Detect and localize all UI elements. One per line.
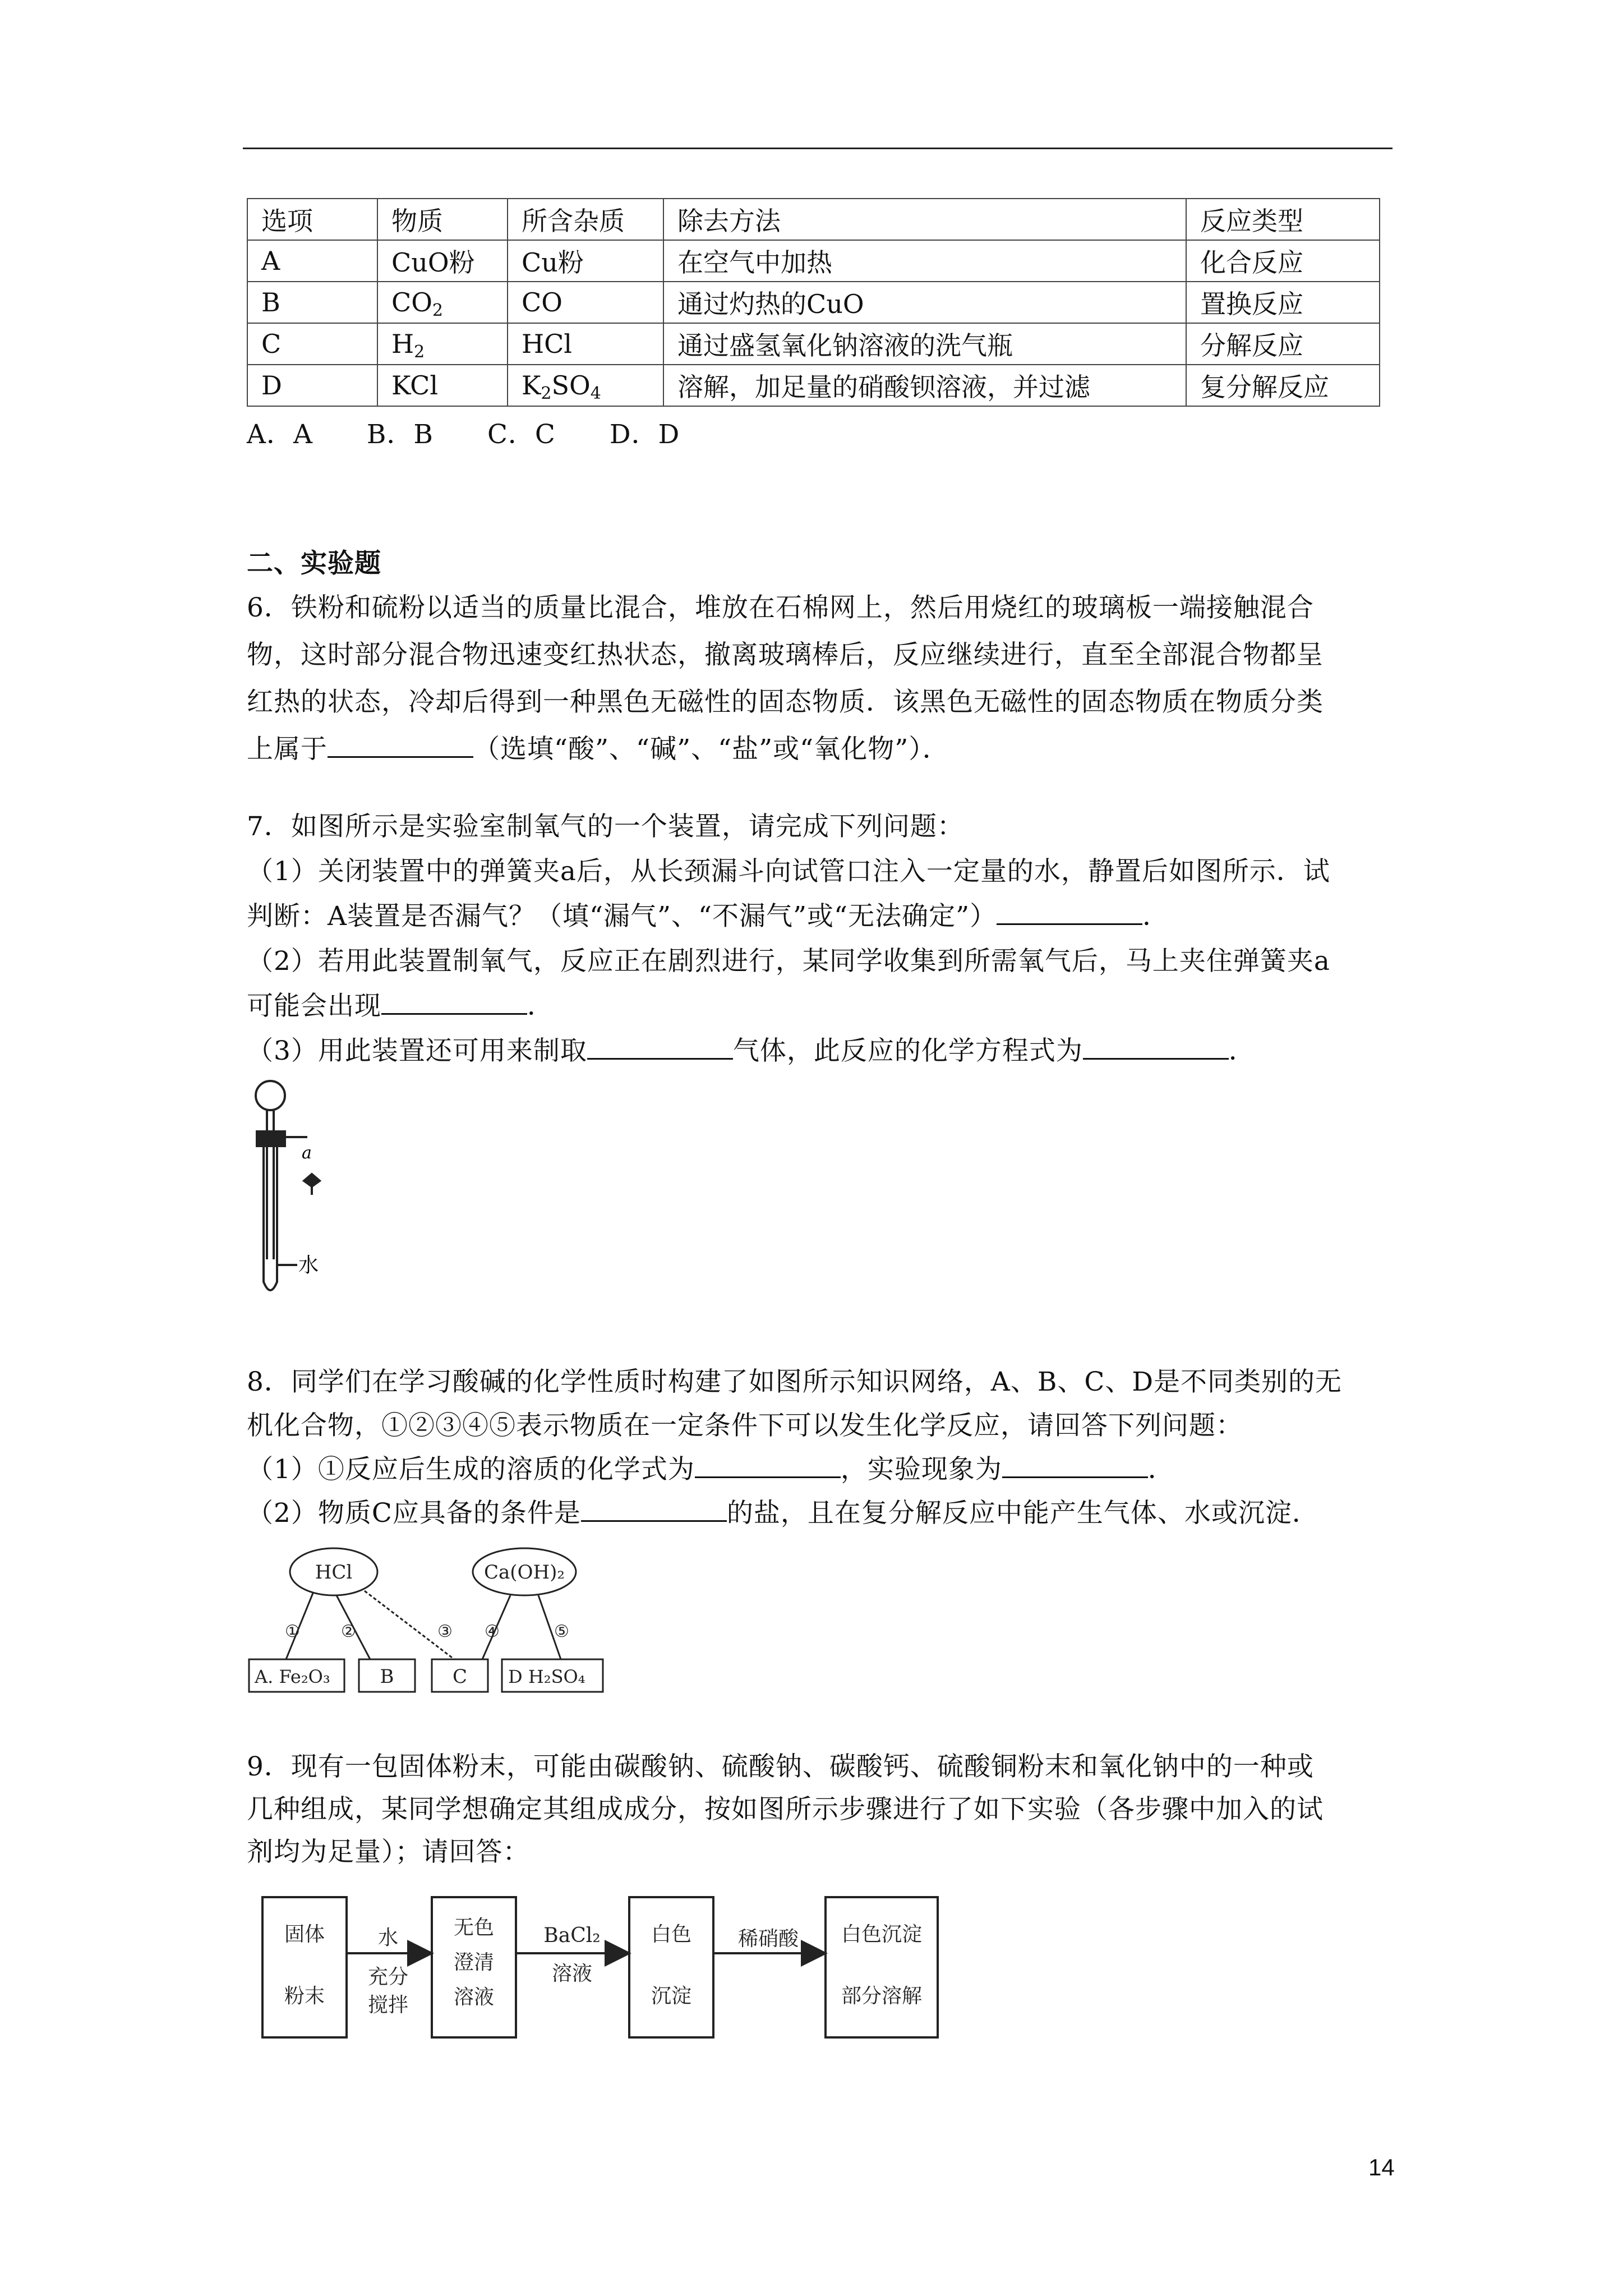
reaction-2-label: ② (341, 1622, 356, 1641)
test-tube-apparatus-figure (241, 1074, 353, 1304)
text: 的盐，且在复分解反应中能产生气体、水或沉淀． (726, 1498, 1319, 1529)
formula-subscript: 2 (414, 342, 425, 362)
reaction-4-label: ④ (485, 1622, 500, 1641)
formula-subscript: 4 (590, 384, 601, 403)
text: 气体，此反应的化学方程式为 (732, 1036, 1083, 1066)
page-number: 14 (1368, 2154, 1395, 2180)
q9-line: 剂均为足量）；请回答： (247, 1837, 530, 1867)
hcl-label: HCl (315, 1561, 353, 1584)
flow-text: 水 (377, 1926, 399, 1949)
flow-text: 稀硝酸 (737, 1927, 799, 1950)
box-c-label: C (452, 1665, 468, 1688)
answer-blank[interactable] (997, 899, 1142, 925)
text: （2）物质C应具备的条件是 (247, 1498, 581, 1529)
header-rule (243, 148, 1393, 149)
flow-text: 部分溶解 (841, 1985, 923, 2008)
table-cell (377, 323, 508, 365)
experiment-flowchart (258, 1890, 959, 2053)
table-row (247, 240, 1380, 282)
water-label: 水 (298, 1254, 319, 1277)
table-cell (508, 365, 663, 406)
formula-main: CO (391, 287, 432, 318)
q9-line: 几种组成，某同学想确定其组成成分，按如图所示步骤进行了如下实验（各步骤中加入的试 (247, 1794, 1324, 1825)
table-row (247, 282, 1380, 323)
box-b-label: B (380, 1665, 394, 1688)
caoh2-label: Ca(OH)₂ (484, 1561, 565, 1584)
q7-line (247, 1028, 1256, 1075)
table-cell: A (247, 240, 377, 282)
answer-blank[interactable] (581, 1496, 727, 1522)
table-header: 物质 (377, 199, 508, 240)
table-cell (377, 282, 508, 323)
q7-line (247, 893, 1169, 940)
formula-subscript: 2 (432, 301, 444, 320)
q8-line (247, 1446, 1175, 1493)
formula-part: K (522, 370, 541, 401)
formula-part: SO (551, 370, 591, 401)
answer-blank[interactable] (1083, 1033, 1229, 1060)
q6-line (247, 726, 949, 773)
answer-choices: A．A B．B C．C D．D (247, 419, 680, 450)
flow-box-solid-powder (262, 1897, 347, 2037)
q7-line: （2）若用此装置制氧气，反应正在剧烈进行，某同学收集到所需氧气后，马上夹住弹簧夹a (247, 946, 1330, 977)
answer-blank[interactable] (1002, 1452, 1148, 1478)
text: 上属于 (247, 734, 328, 765)
q8-line: 8．同学们在学习酸碱的化学性质时构建了如图所示知识网络，A、B、C、D是不同类别的无 (247, 1366, 1343, 1397)
flow-text: 充分 (367, 1966, 409, 1989)
answer-blank[interactable] (587, 1033, 733, 1060)
table-header: 除去方法 (663, 199, 1186, 240)
q6-line: 物，这时部分混合物迅速变红热状态，撤离玻璃棒后，反应继续进行，直至全部混合物都呈 (247, 639, 1324, 670)
table-cell: D (247, 365, 377, 406)
q8-line: 机化合物，①②③④⑤表示物质在一定条件下可以发生化学反应，请回答下列问题： (247, 1410, 1243, 1441)
table-cell: KCl (377, 365, 508, 406)
table-cell: HCl (508, 323, 663, 365)
q6-line: 6．铁粉和硫粉以适当的质量比混合，堆放在石棉网上，然后用烧红的玻璃板一端接触混合 (247, 592, 1314, 623)
text: ． (1147, 1454, 1175, 1485)
flow-text: BaCl₂ (543, 1924, 601, 1947)
flow-text: 溶液 (453, 1986, 495, 2009)
table-cell: 置换反应 (1186, 282, 1380, 323)
answer-blank[interactable] (381, 988, 527, 1015)
q9-line: 9．现有一包固体粉末，可能由碳酸钠、硫酸钠、碳酸钙、硫酸铜粉末和氧化钠中的一种或 (247, 1751, 1314, 1782)
flow-text: 固体 (284, 1923, 325, 1946)
table-cell: 复分解反应 (1186, 365, 1380, 406)
answer-blank[interactable] (328, 731, 473, 758)
text: 判断：A装置是否漏气？（填“漏气”、“不漏气”或“无法确定”） (247, 901, 997, 932)
text: ，实验现象为 (840, 1454, 1002, 1485)
stopper (257, 1131, 285, 1146)
table-row (247, 323, 1380, 365)
table-cell: Cu粉 (508, 240, 663, 282)
text: （3）用此装置还可用来制取 (247, 1036, 587, 1066)
flow-text: 粉末 (284, 1985, 325, 2008)
funnel-bulb (256, 1081, 285, 1110)
table-row (247, 365, 1380, 406)
impurity-table (247, 198, 1380, 407)
reaction-5-label: ⑤ (554, 1622, 569, 1641)
q7-line: （1）关闭装置中的弹簧夹a后，从长颈漏斗向试管口注入一定量的水，静置后如图所示．试 (247, 856, 1330, 887)
text: ． (1228, 1036, 1256, 1066)
answer-blank[interactable] (695, 1452, 841, 1478)
flow-text: 无色 (453, 1916, 495, 1939)
box-a-label: A. Fe₂O₃ (255, 1666, 330, 1687)
table-header: 所含杂质 (508, 199, 663, 240)
spring-clip (304, 1174, 320, 1186)
test-tube (264, 1146, 277, 1290)
text: （1）①反应后生成的溶质的化学式为 (247, 1454, 695, 1485)
table-cell: 在空气中加热 (663, 240, 1186, 282)
table-cell: 分解反应 (1186, 323, 1380, 365)
clip-label: a (302, 1143, 312, 1163)
text: ． (527, 991, 554, 1022)
reaction-1-label: ① (285, 1622, 300, 1641)
formula-main: H (391, 329, 414, 359)
text: （选填“酸”、“碱”、“盐”或“氧化物”）． (473, 734, 949, 765)
table-cell: 通过灼热的CuO (663, 282, 1186, 323)
text: 可能会出现 (247, 991, 381, 1022)
q7-line: 7．如图所示是实验室制氧气的一个装置，请完成下列问题： (247, 811, 964, 842)
table-cell: CuO粉 (377, 240, 508, 282)
table-header: 选项 (247, 199, 377, 240)
table-header-row (247, 199, 1380, 240)
flow-text: 白色 (651, 1923, 692, 1946)
formula-subscript: 2 (541, 384, 552, 403)
table-header: 反应类型 (1186, 199, 1380, 240)
table-cell: 化合反应 (1186, 240, 1380, 282)
reaction-3-label: ③ (437, 1622, 453, 1641)
q7-line (247, 983, 554, 1030)
flow-text: 白色沉淀 (841, 1923, 923, 1946)
acid-base-network-figure (247, 1543, 651, 1700)
table-cell: 溶解，加足量的硝酸钡溶液，并过滤 (663, 365, 1186, 406)
table-cell: CO (508, 282, 663, 323)
table-cell: 通过盛氢氧化钠溶液的洗气瓶 (663, 323, 1186, 365)
flow-text: 溶液 (551, 1962, 593, 1985)
box-d-label: D H₂SO₄ (508, 1666, 585, 1687)
q6-line: 红热的状态，冷却后得到一种黑色无磁性的固态物质．该黑色无磁性的固态物质在物质分类 (247, 687, 1324, 717)
flow-box-white-precipitate (629, 1897, 713, 2037)
table-cell: C (247, 323, 377, 365)
flow-box-partial-dissolve (826, 1897, 938, 2037)
q8-line (247, 1490, 1319, 1537)
flow-text: 搅拌 (367, 1994, 409, 2017)
section-title: 二、实验题 (247, 548, 381, 579)
flow-text: 沉淀 (651, 1985, 692, 2008)
flow-text: 澄清 (453, 1951, 495, 1974)
table-cell: B (247, 282, 377, 323)
text: ． (1142, 901, 1170, 932)
